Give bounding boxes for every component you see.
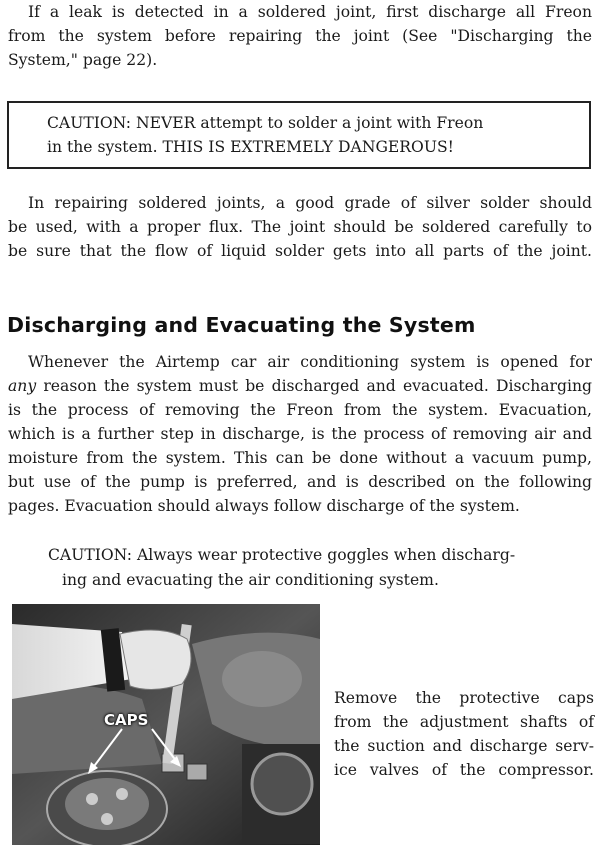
caution-line: ing and evacuating the air conditioning system. xyxy=(62,571,439,589)
caution-line: CAUTION: NEVER attempt to solder a joint with Freon xyxy=(47,114,484,132)
paragraph-solder xyxy=(8,191,592,263)
text-line: System," page 22). xyxy=(8,51,158,69)
paragraph-discharging xyxy=(8,350,592,518)
caption-line: the suction and discharge serv- xyxy=(334,737,594,755)
caution-line: in the system. THIS IS EXTREMELY DANGEROUS! xyxy=(47,138,454,156)
paragraph-leak xyxy=(8,0,592,72)
photo-caption xyxy=(334,686,594,782)
text-line: be sure that the flow of liquid solder gets into all parts of the joint. xyxy=(8,242,592,260)
text-line: is the process of removing the Freon from the system. Evacuation, xyxy=(8,401,592,419)
text-line: from the system before repairing the joint (See "Discharging the xyxy=(8,27,592,45)
caption-line: from the adjustment shafts of xyxy=(334,713,594,731)
text-line: moisture from the system. This can be done without a vacuum pump, xyxy=(8,449,592,467)
text-line: be used, with a proper flux. The joint should be soldered carefully to xyxy=(8,218,592,236)
text-line: If a leak is detected in a soldered joint, first discharge all Freon xyxy=(28,3,592,21)
caution-line: CAUTION: Always wear protective goggles when discharg- xyxy=(48,546,516,564)
caps-label: CAPS xyxy=(104,711,149,729)
caption-line: Remove the protective caps xyxy=(334,689,594,707)
text-line-rest: reason the system must be discharged and evacuated. Discharging xyxy=(36,377,592,395)
caution-box xyxy=(7,101,591,169)
caution-goggles xyxy=(48,543,568,593)
text-line: In repairing soldered joints, a good grade of silver solder should xyxy=(28,194,592,212)
compressor-photo xyxy=(12,604,320,845)
emphasis-any: any xyxy=(8,377,37,395)
section-heading: Discharging and Evacuating the System xyxy=(7,313,476,337)
text-line: Whenever the Airtemp car air conditioning system is opened for xyxy=(28,353,592,371)
compressor-photo-illustration xyxy=(12,604,320,845)
text-line: pages. Evacuation should always follow discharge of the system. xyxy=(8,497,520,515)
text-line xyxy=(8,374,592,398)
text-line: but use of the pump is preferred, and is described on the following xyxy=(8,473,592,491)
text-line: which is a further step in discharge, is the process of removing air and xyxy=(8,425,592,443)
caption-line: ice valves of the compressor. xyxy=(334,761,594,779)
